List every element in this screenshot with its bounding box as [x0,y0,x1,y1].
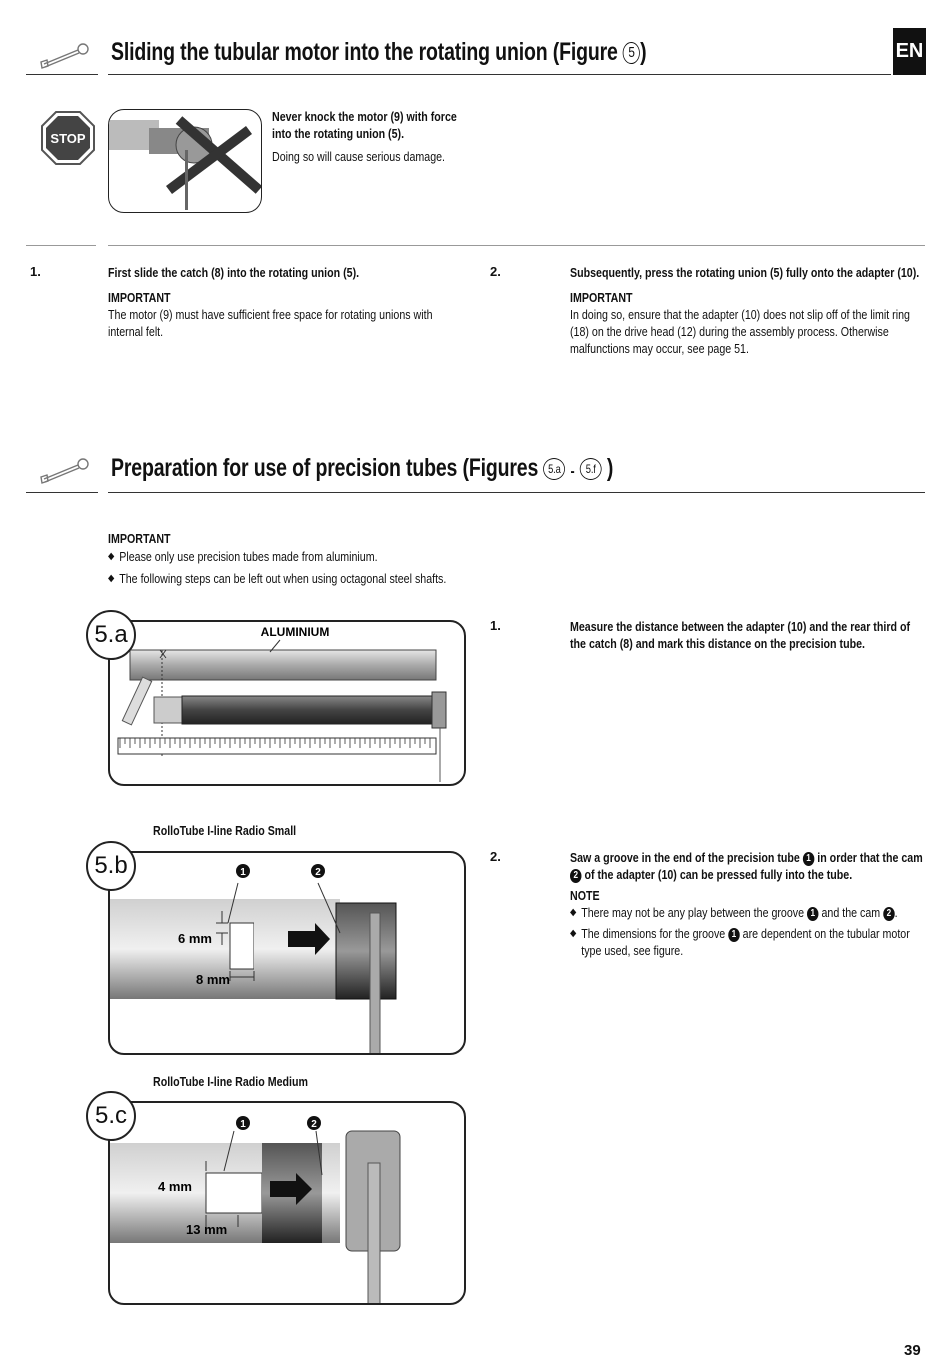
dim-4mm: 4 mm [158,1179,192,1194]
figure-5b [108,851,466,1055]
diamond-bullet-icon: ◆ [570,928,577,939]
wrench-icon-2 [38,455,90,485]
groove-small-illustration [110,853,464,1053]
title-rule-2 [108,492,925,493]
figure-label-5b: 5.b [86,841,136,891]
diamond-bullet-icon: ◆ [570,907,577,918]
groove-medium-illustration [110,1103,464,1303]
step1-text: The motor (9) must have sufficient free space for rotating unions with internal felt. [108,307,433,339]
note-label: NOTE [570,888,600,903]
warning-bold-text: Never knock the motor (9) with force into the rotating union (5). [272,109,457,141]
left-rule-2 [26,492,98,493]
s2-step1-number: 1. [490,618,501,633]
marker-2-icon: 2 [883,907,894,921]
wrench-icon [38,40,90,70]
note-1: ◆ There may not be any play between the groove 1 and the cam 2 . [570,905,898,920]
warning-figure [108,109,262,213]
marker-1-icon: 1 [803,852,814,866]
diamond-bullet-icon: ◆ [108,573,115,584]
step2-important: IMPORTANT [570,290,633,305]
marker-1: 1 [240,1119,246,1130]
important-block [108,530,528,587]
step2-number: 2. [490,264,501,279]
marker-2: 2 [311,1119,317,1130]
step2-block [570,264,926,357]
dim-13mm: 13 mm [186,1222,228,1237]
motor-knock-illustration [109,110,261,212]
step1-block [108,264,468,340]
dim-6mm: 6 mm [178,931,212,946]
figure-5a [108,620,466,786]
step1-title: First slide the catch (8) into the rotating union (5). [108,265,360,280]
s2-step2-text: Saw a groove in the end of the precision tube 1 in order that the cam 2 of the adapter (10) can be pressed fully into the tube. [570,850,923,882]
section1-title: Sliding the tubular motor into the rotating union (Figure 5 ) [111,38,647,66]
caption-5b: RolloTube I-line Radio Small [153,823,297,838]
step1-important: IMPORTANT [108,290,171,305]
figure-5c [108,1101,466,1305]
caption-5c: RolloTube I-line Radio Medium [153,1074,308,1089]
aluminium-tube-illustration [110,622,464,784]
step2-title: Subsequently, press the rotating union (5) fully onto the adapter (10). [570,265,920,280]
language-tab: EN [893,28,926,75]
divider-left [26,245,96,246]
marker-1-icon: 1 [807,907,818,921]
step1-number: 1. [30,264,41,279]
important-label: IMPORTANT [108,531,171,546]
figure-ref-f-badge: 5.f [580,458,602,480]
figure-label-5a-badge: 5.a [86,610,136,660]
bullet-2: The following steps can be left out when using octagonal steel shafts. [119,571,447,586]
s2-step1-text: Measure the distance between the adapter (10) and the rear third of the catch (8) and mark this distance on the precision tube. [570,619,911,651]
title-rule [108,74,891,75]
s2-step2-block [570,849,950,959]
figure-label-5c: 5.c [86,1091,136,1141]
left-rule [26,74,98,75]
marker-2-icon: 2 [570,869,581,883]
bullet-1: Please only use precision tubes made from aluminium. [119,549,378,564]
s2-step2-number: 2. [490,849,501,864]
diamond-bullet-icon: ◆ [108,551,115,562]
dim-8mm: 8 mm [196,972,230,987]
marker-1-icon: 1 [728,928,739,942]
marker-2: 2 [315,867,321,878]
divider [108,245,925,246]
figure-ref-a-badge: 5.a [543,458,565,480]
marker-1: 1 [240,867,246,878]
figure-ref-badge: 5 [623,42,640,64]
note-2: ◆ The dimensions for the groove 1 are dependent on the tubular motor type used, see figure. [570,926,910,958]
aluminium-label: ALUMINIUM [260,625,330,639]
section2-title: Preparation for use of precision tubes (Figures 5.a - 5.f ) [111,454,614,482]
step2-text: In doing so, ensure that the adapter (10) does not slip off of the limit ring (18) on the drive head (12) during the assembly process. Otherwise malfunctions may occur, see page 51. [570,307,910,356]
page-number: 39 [904,1342,921,1359]
warning-text: Doing so will cause serious damage. [272,149,446,164]
stop-sign-icon [40,110,96,166]
stop-label: STOP [50,131,86,146]
